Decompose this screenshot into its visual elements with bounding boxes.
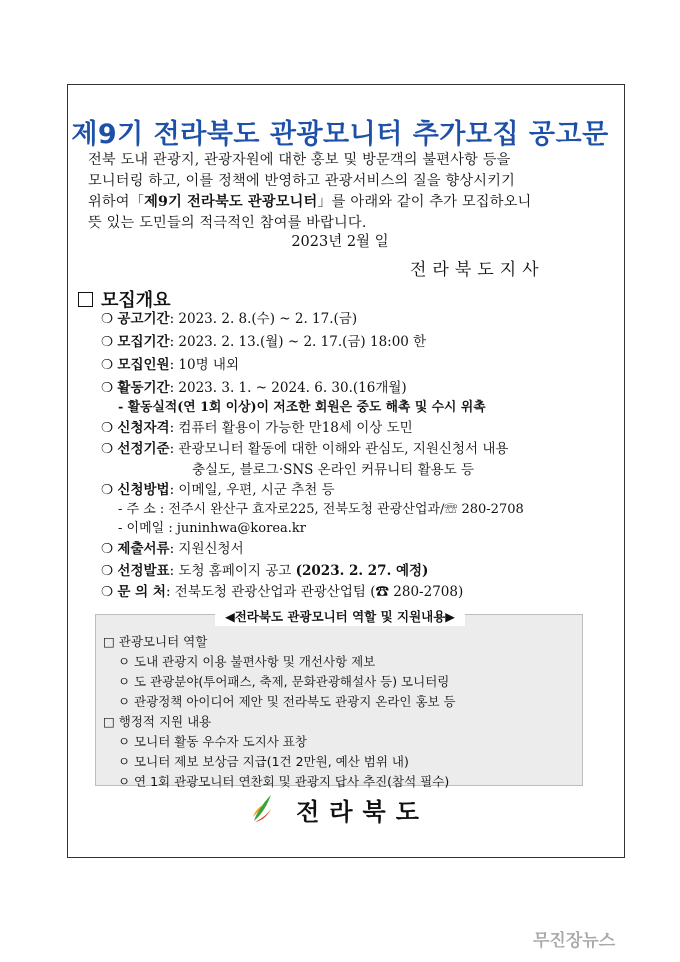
page-title: 제9기 전라북도 관광모니터 추가모집 공고문 [71, 119, 609, 150]
circle-bullet-icon: ❍ [101, 441, 114, 457]
intro-paragraph [88, 150, 608, 234]
circle-bullet-icon: ❍ [101, 584, 114, 600]
circle-bullet-icon: ❍ [101, 541, 114, 557]
item-criteria: ❍ 선정기준: 관광모니터 활동에 대한 이해와 관심도, 지원신청서 내용 [101, 441, 509, 457]
item-eligibility: ❍ 신청자격: 컴퓨터 활용이 가능한 만18세 이상 도민 [101, 420, 413, 436]
circle-bullet-icon: ❍ [101, 357, 114, 373]
circle-bullet-icon: ❍ [101, 380, 114, 396]
role-item: ㅇ 도 관광분야(투어패스, 축제, 문화관광해설사 등) 모니터링 [118, 674, 450, 689]
circle-bullet-icon: ❍ [101, 334, 114, 350]
circle-bullet-icon: ❍ [101, 420, 114, 436]
intro-line: 위하여「제9기 전라북도 관광모니터」를 아래와 같이 추가 모집하오니 [88, 194, 532, 210]
footer-name: 전라북도 [296, 798, 429, 826]
circle-bullet-icon: ❍ [101, 563, 114, 579]
intro-line: 모니터링 하고, 이를 정책에 반영하고 관광서비스의 질을 향상시키기 [88, 173, 516, 189]
footer [0, 792, 680, 827]
notice-date: 2023년 2월 일 [291, 234, 389, 250]
email-line: - 이메일 : juninhwa@korea.kr [118, 521, 306, 536]
item-announce-period: ❍ 공고기간: 2023. 2. 8.(수) ~ 2. 17.(금) [101, 311, 358, 327]
item-recruit-period: ❍ 모집기간: 2023. 2. 13.(월) ~ 2. 17.(금) 18:00 한 [101, 334, 427, 350]
item-criteria-cont: 충실도, 블로그·SNS 온라인 커뮤니티 활용도 등 [192, 462, 475, 478]
section-title: 모집개요 [78, 286, 171, 312]
role-item: ㅇ 관광정책 아이디어 제안 및 전라북도 관광지 온라인 홍보 등 [118, 694, 456, 709]
role-item: ㅇ 도내 관광지 이용 불편사항 및 개선사항 제보 [118, 654, 376, 669]
watermark: 무진장뉴스 [533, 931, 616, 951]
role-heading: □ 관광모니터 역할 [103, 634, 208, 649]
checkbox-icon [78, 292, 93, 307]
activity-notice: - 활동실적(연 1회 이상)이 저조한 회원은 중도 해촉 및 수시 위촉 [118, 400, 486, 415]
item-headcount: ❍ 모집인원: 10명 내외 [101, 357, 240, 373]
address-line: - 주 소 : 전주시 완산구 효자로225, 전북도청 관광산업과/☏ 280-2708 [118, 502, 524, 517]
jeonbuk-logo-icon [251, 793, 273, 827]
circle-bullet-icon: ❍ [101, 482, 114, 498]
intro-line: 뜻 있는 도민들의 적극적인 참여를 바랍니다. [88, 215, 367, 231]
item-announcement: ❍ 선정발표: 도청 홈페이지 공고 (2023. 2. 27. 예정) [101, 563, 429, 579]
item-activity-period: ❍ 활동기간: 2023. 3. 1. ~ 2024. 6. 30.(16개월) [101, 380, 407, 396]
item-documents: ❍ 제출서류: 지원신청서 [101, 541, 244, 557]
support-heading: □ 행정적 지원 내용 [103, 714, 212, 729]
support-item: ㅇ 모니터 활동 우수자 도지사 표창 [118, 734, 307, 749]
item-contact: ❍ 문 의 처: 전북도청 관광산업과 관광산업팀 (☎ 280-2708) [101, 584, 464, 600]
circle-bullet-icon: ❍ [101, 311, 114, 327]
item-apply-method: ❍ 신청방법: 이메일, 우편, 시군 추천 등 [101, 482, 335, 498]
issuer: 전라북도지사 [410, 260, 545, 280]
support-item: ㅇ 연 1회 관광모니터 연찬회 및 관광지 답사 추진(참석 필수) [118, 774, 450, 789]
intro-line: 전북 도내 관광지, 관광자원에 대한 홍보 및 방문객의 불편사항 등을 [88, 152, 511, 168]
support-item: ㅇ 모니터 제보 보상금 지급(1건 2만원, 예산 범위 내) [118, 754, 409, 769]
panel-title: ◀전라북도 관광모니터 역할 및 지원내용▶ [0, 606, 680, 625]
